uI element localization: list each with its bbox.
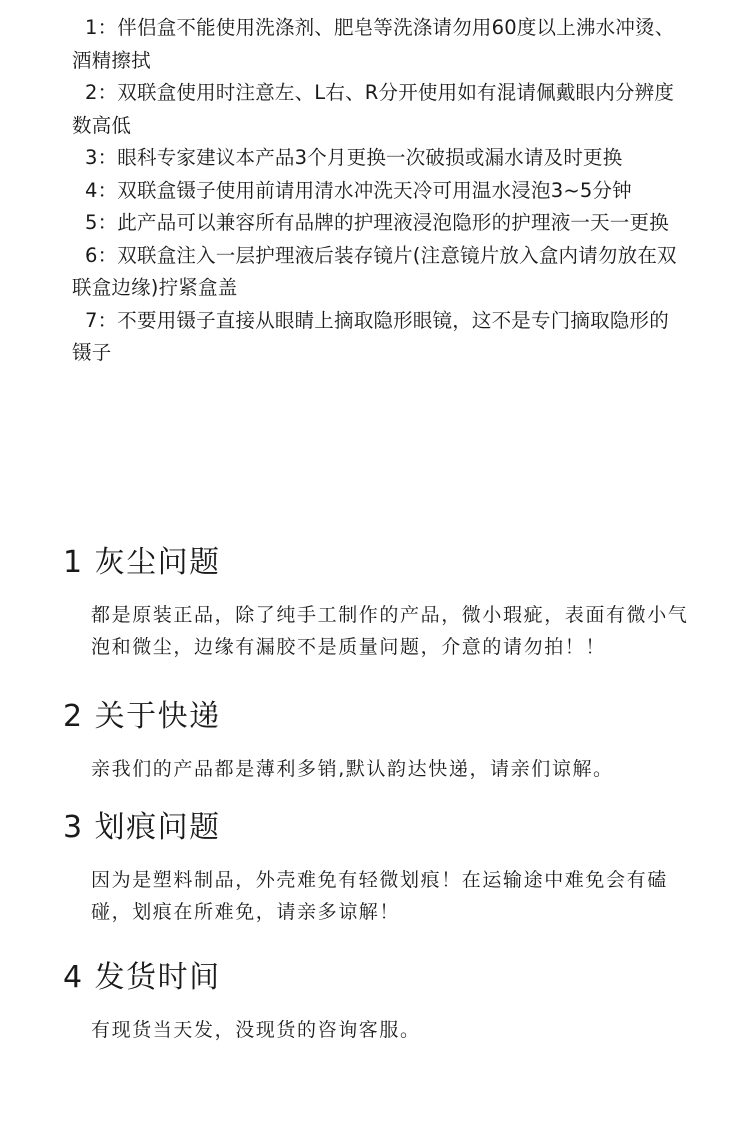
usage-note-1: 1：伴侣盒不能使用洗涤剂、肥皂等洗涤请勿用60度以上沸水冲烫、酒精擦拭	[72, 16, 675, 72]
section-body: 因为是塑料制品，外壳难免有轻微划痕！在运输途中难免会有磕碰，划痕在所难免，请亲多谅解！	[91, 869, 668, 923]
section-title: 4 发货时间	[63, 960, 221, 995]
section-delivery-time	[63, 958, 703, 1046]
usage-note-5: 5：此产品可以兼容所有品牌的护理液浸泡隐形的护理液一天一更换	[85, 211, 669, 234]
section-shipping	[63, 697, 703, 785]
usage-note-2: 2：双联盒使用时注意左、L右、R分开使用如有混请佩戴眼内分辨度数高低	[72, 81, 675, 137]
section-title: 2 关于快递	[63, 699, 221, 734]
usage-note-6: 6：双联盒注入一层护理液后装存镜片(注意镜片放入盒内请勿放在双联盒边缘)拧紧盒盖	[72, 243, 677, 299]
section-title: 1 灰尘问题	[63, 545, 221, 580]
usage-notes-list	[72, 12, 684, 370]
usage-note-3: 3：眼科专家建议本产品3个月更换一次破损或漏水请及时更换	[85, 146, 623, 169]
section-dust-issue	[63, 543, 703, 663]
section-scratch-issue	[63, 808, 703, 928]
usage-note-4: 4：双联盒镊子使用前请用清水冲洗天冷可用温水浸泡3~5分钟	[85, 178, 632, 202]
section-body: 亲我们的产品都是薄利多销,默认韵达快递，请亲们谅解。	[91, 758, 614, 780]
section-body: 都是原装正品，除了纯手工制作的产品，微小瑕疵，表面有微小气泡和微尘，边缘有漏胶不是质量问题，介意的请勿拍！！	[91, 604, 689, 658]
usage-note-7: 7：不要用镊子直接从眼睛上摘取隐形眼镜，这不是专门摘取隐形的镊子	[72, 308, 669, 364]
section-title: 3 划痕问题	[63, 810, 221, 845]
section-body: 有现货当天发，没现货的咨询客服。	[91, 1019, 421, 1041]
